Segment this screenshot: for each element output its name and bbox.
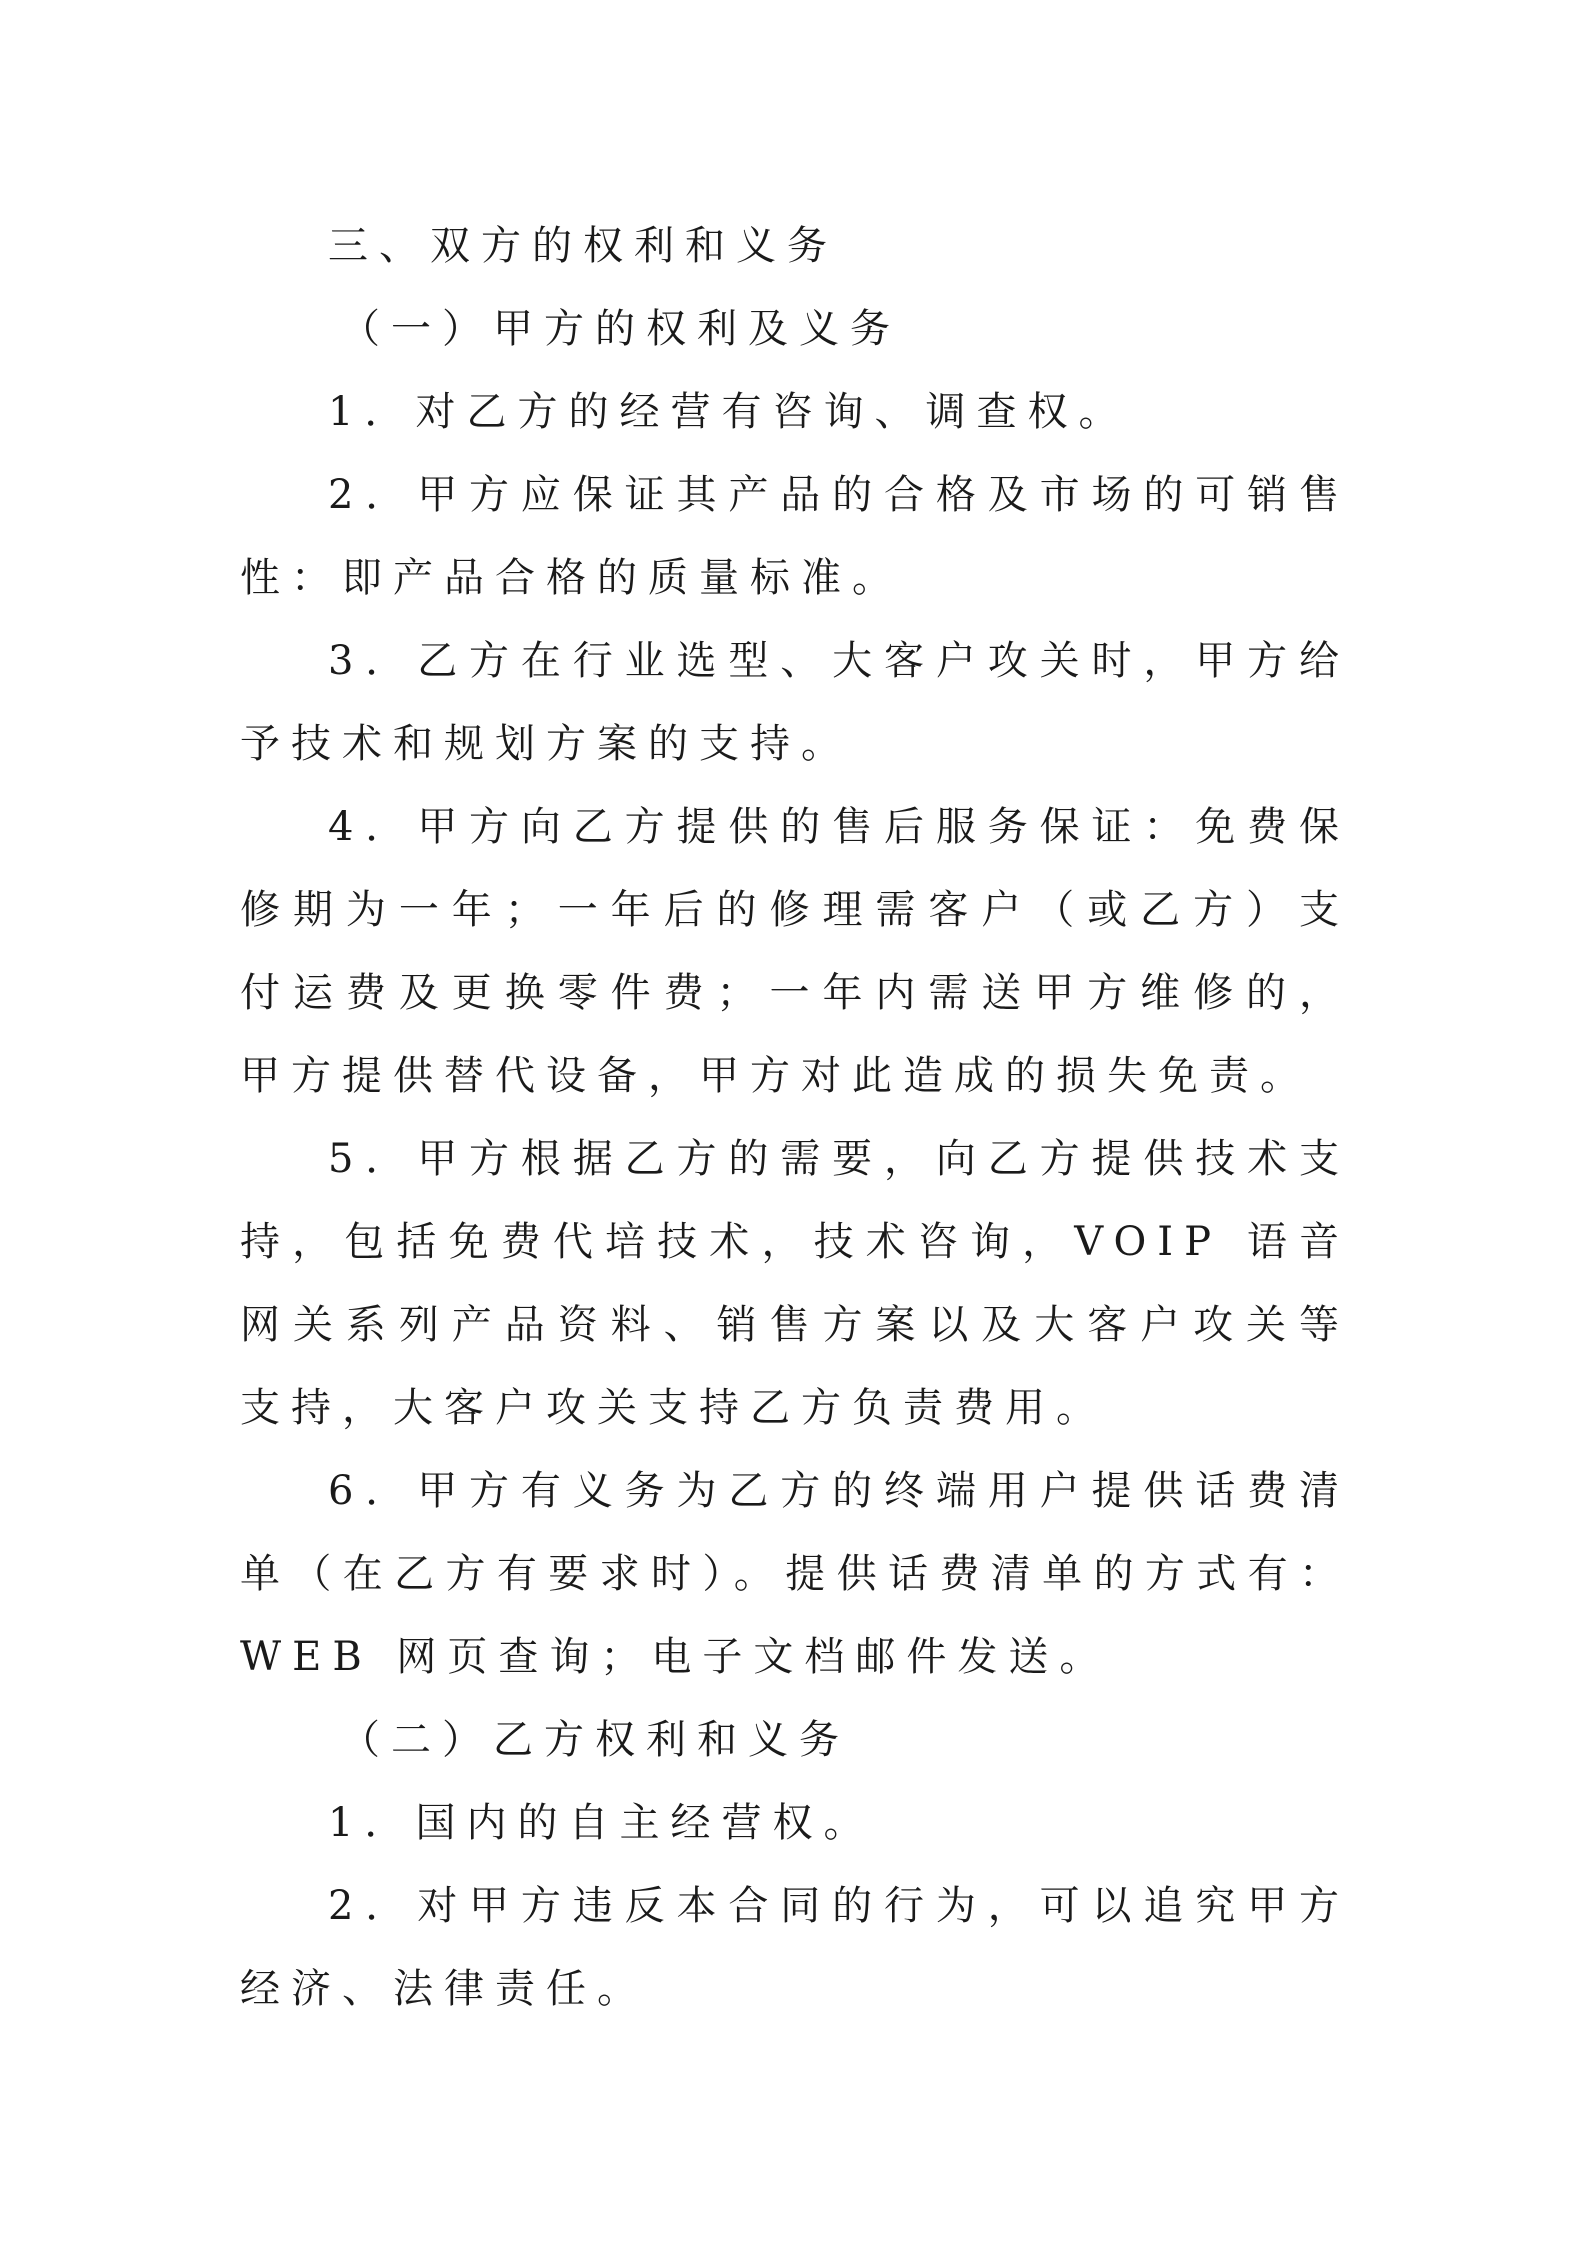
document-body (240, 205, 1350, 2031)
party-b-item: 2．对甲方违反本合同的行为，可以追究甲方经济、法律责任。 (240, 1883, 1350, 2012)
party-a-item: 3．乙方在行业选型、大客户攻关时，甲方给予技术和规划方案的支持。 (240, 638, 1350, 767)
party-b-item: 1．国内的自主经营权。 (328, 1800, 875, 1846)
party-a-item: 4．甲方向乙方提供的售后服务保证：免费保修期为一年；一年后的修理需客户（或乙方）支付运费及更换零件费；一年内需送甲方维修的，甲方提供替代设备，甲方对此造成的损失免责。 (240, 804, 1350, 1099)
party-b-heading: （二）乙方权利和义务 (340, 1717, 850, 1763)
party-a-item: 1．对乙方的经营有咨询、调查权。 (328, 389, 1130, 435)
section-title: 三、双方的权利和义务 (328, 223, 838, 269)
party-a-item: 2．甲方应保证其产品的合格及市场的可销售性：即产品合格的质量标准。 (240, 472, 1350, 601)
party-a-item: 5．甲方根据乙方的需要，向乙方提供技术支持，包括免费代培技术，技术咨询，VOIP 语音网关系列产品资料、销售方案以及大客户攻关等支持，大客户攻关支持乙方负责费用。 (240, 1136, 1350, 1431)
party-a-item: 6．甲方有义务为乙方的终端用户提供话费清单（在乙方有要求时）。提供话费清单的方式有：WEB 网页查询；电子文档邮件发送。 (240, 1468, 1350, 1680)
party-a-heading: （一）甲方的权利及义务 (340, 306, 901, 352)
